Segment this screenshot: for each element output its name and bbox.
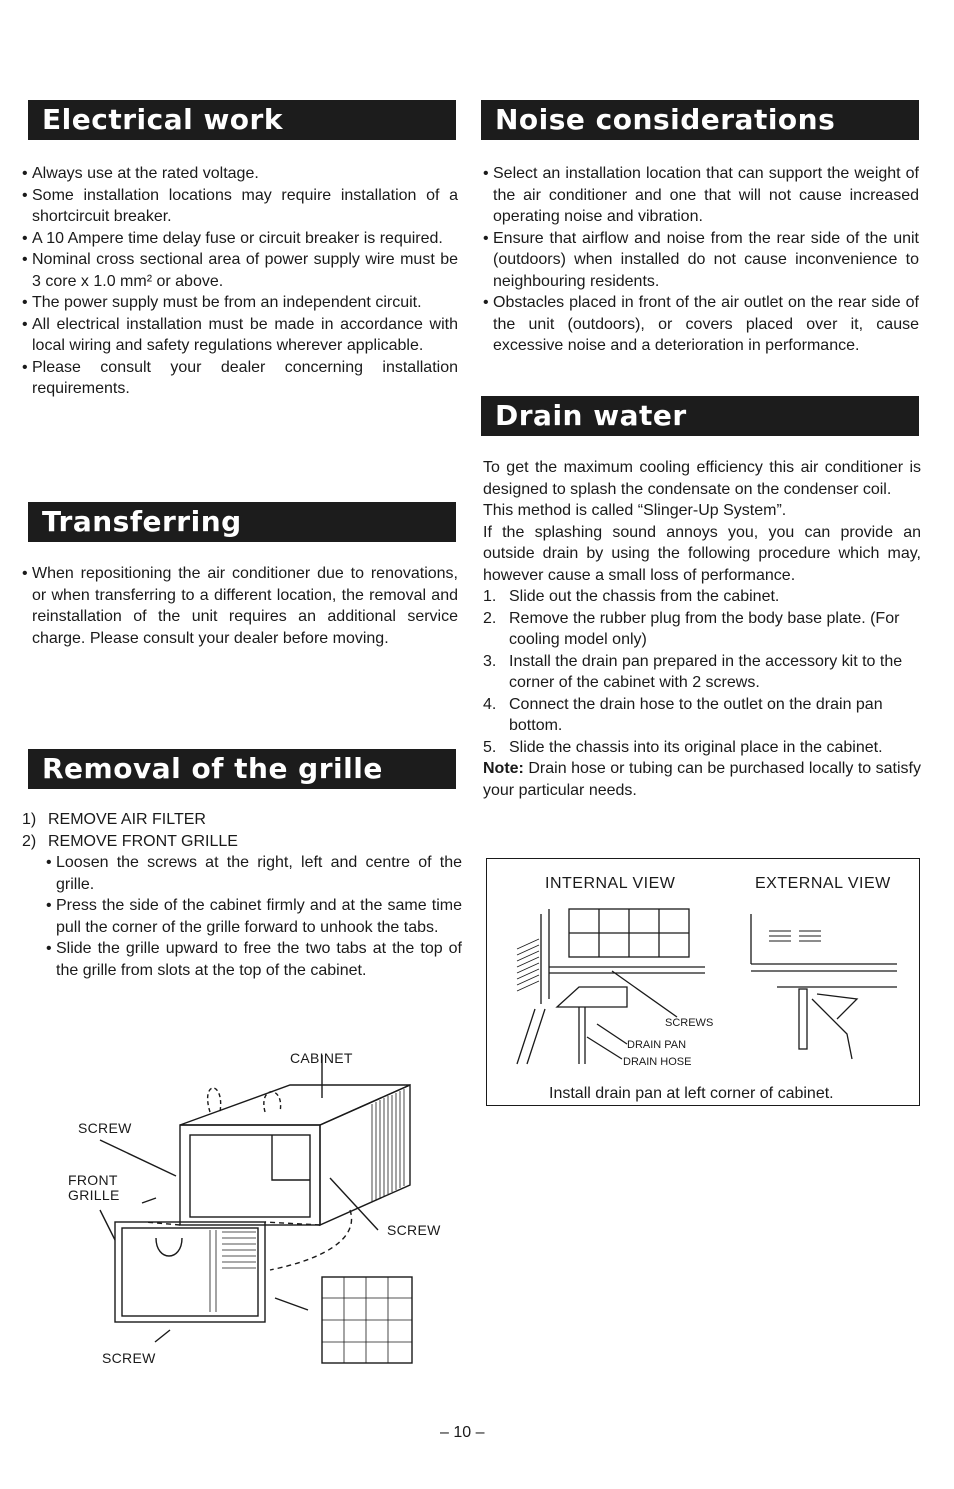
drain-intro: To get the maximum cooling efficiency this air conditioner is designed to splash the condensate on the condenser coil. (483, 459, 921, 498)
list-item: • Ensure that airflow and noise from the rear side of the unit (outdoors) when installed do not cause inconvenience to neighbouring residents. (483, 228, 919, 293)
screw-label-right: SCREW (387, 1222, 441, 1238)
list-item: • Obstacles placed in front of the air outlet on the rear side of the unit (outdoors), or covers placed over it, cause excessive noise and a deterioration in performance. (483, 292, 919, 357)
drain-pan-label: DRAIN PAN (627, 1039, 687, 1051)
screw-label-left: SCREW (78, 1120, 132, 1136)
front-grille-label-line2: GRILLE (68, 1187, 120, 1203)
list-item: • Nominal cross sectional area of power supply wire must be 3 core x 1.0 mm² or above. (22, 249, 458, 292)
drain-explain: If the splashing sound annoys you, you can provide an outside drain by using the following procedure which may, however cause a small loss of performance. (483, 523, 921, 584)
drain-pan-figure (486, 858, 920, 1106)
list-item: • All electrical installation must be made in accordance with local wiring and safety regulations wherever applicable. (22, 314, 458, 357)
internal-view-label: INTERNAL VIEW (545, 875, 676, 892)
list-item: • Select an installation location that can support the weight of the air conditioner and one that will not cause increased operating noise and vibration. (483, 163, 919, 228)
drain-pan-illustration (487, 859, 921, 1107)
step-item: 2) REMOVE FRONT GRILLE (22, 832, 238, 850)
air-conditioner-illustration (60, 1040, 460, 1370)
front-grille-label-line1: FRONT (68, 1172, 118, 1188)
list-item: • Press the side of the cabinet firmly and at the same time pull the corner of the grille forward to unhook the tabs. (46, 895, 462, 938)
drain-water-heading: Drain water (481, 396, 919, 436)
list-item: • Slide the grille upward to free the two tabs at the top of the grille from slots at the top of the cabinet. (46, 938, 462, 981)
noise-considerations-heading: Noise considerations (481, 100, 919, 140)
grille-removal-diagram (60, 1040, 460, 1370)
noise-considerations-section (483, 163, 919, 357)
figure-caption: Install drain pan at left corner of cabinet. (549, 1085, 834, 1102)
drain-hose-label: DRAIN HOSE (623, 1056, 692, 1068)
transferring-heading: Transferring (28, 502, 456, 542)
list-item: • Always use at the rated voltage. (22, 163, 458, 185)
drain-water-section (483, 457, 921, 801)
list-item: • When repositioning the air conditioner due to renovations, or when transferring to a different location, the removal and reinstallation of the unit requires an additional service charge. Please consult your dealer before moving. (22, 563, 458, 649)
external-view-label: EXTERNAL VIEW (755, 875, 891, 892)
electrical-work-heading: Electrical work (28, 100, 456, 140)
screw-label-bottom: SCREW (102, 1350, 156, 1366)
note-label: Note: (483, 760, 524, 777)
list-item: • A 10 Ampere time delay fuse or circuit breaker is required. (22, 228, 458, 250)
list-item: • The power supply must be from an independent circuit. (22, 292, 458, 314)
page-number: – 10 – (440, 1424, 485, 1441)
note-text: Drain hose or tubing can be purchased locally to satisfy your particular needs. (483, 760, 921, 799)
list-item: • Please consult your dealer concerning installation requirements. (22, 357, 458, 400)
drain-note (483, 758, 921, 801)
step-item: 1) REMOVE AIR FILTER (22, 811, 206, 828)
removal-of-grille-section (22, 809, 462, 981)
electrical-work-section (22, 163, 458, 400)
cabinet-label: CABINET (290, 1050, 353, 1066)
step-item: 2. Remove the rubber plug from the body base plate. (For cooling model only) (483, 609, 900, 648)
step-item: 1. Slide out the chassis from the cabinet. (483, 588, 780, 605)
step-item: 4. Connect the drain hose to the outlet on the drain pan bottom. (483, 695, 883, 734)
transferring-section (22, 563, 458, 649)
list-item: • Some installation locations may require installation of a shortcircuit breaker. (22, 185, 458, 228)
step-item: 3. Install the drain pan prepared in the accessory kit to the corner of the cabinet with 2 screws. (483, 652, 903, 691)
drain-method: This method is called “Slinger-Up System”. (483, 502, 787, 519)
step-item: 5. Slide the chassis into its original place in the cabinet. (483, 738, 883, 756)
list-item: • Loosen the screws at the right, left and centre of the grille. (46, 852, 462, 895)
removal-of-grille-heading: Removal of the grille (28, 749, 456, 789)
screws-label: SCREWS (665, 1017, 714, 1029)
